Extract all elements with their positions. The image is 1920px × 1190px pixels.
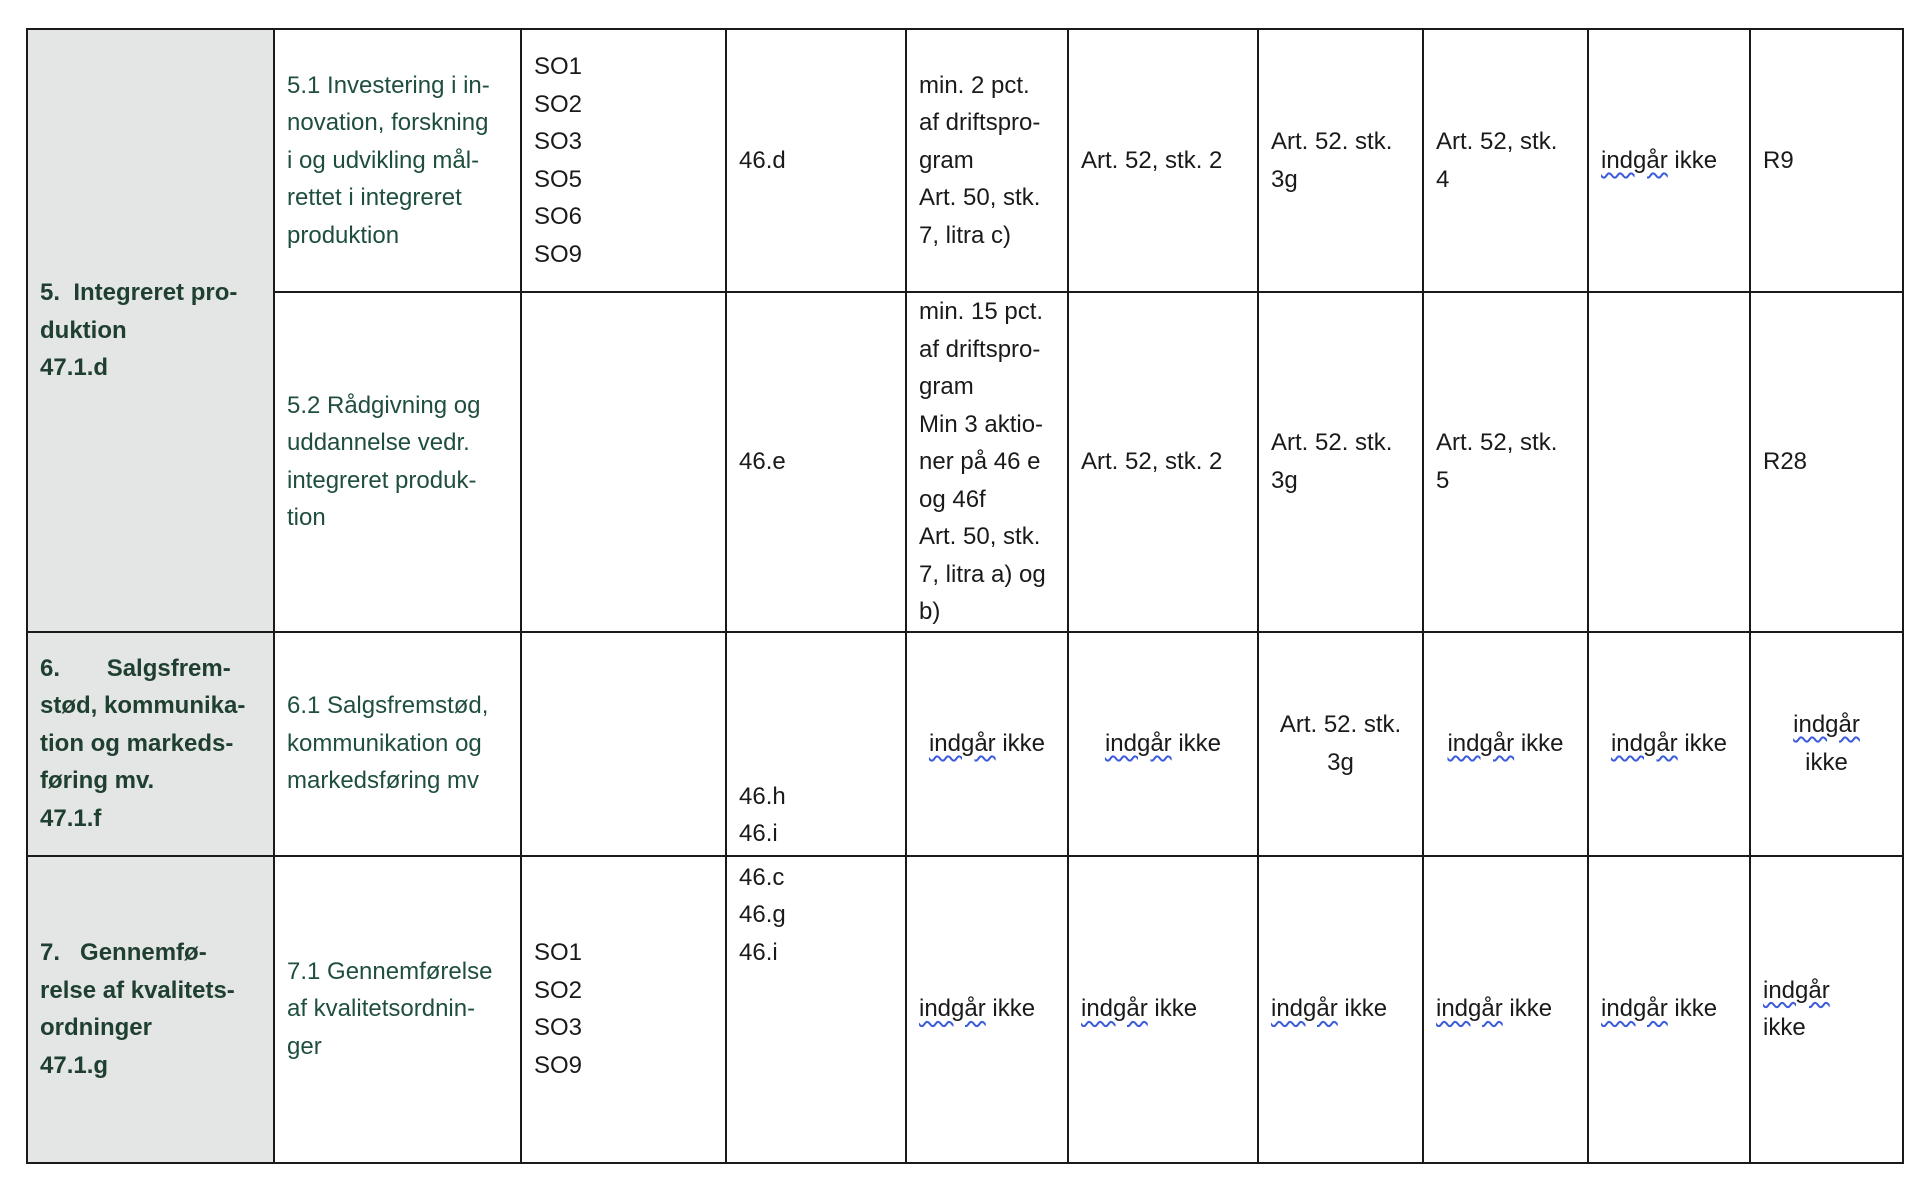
measure-6-1-line-1: 6.1 Salgsfremstød, [287,692,489,720]
so-5-1-4: SO5 [534,165,583,193]
article-46-6-1-1: 46.h [739,782,786,810]
measure-6-1-line-2: kommunikation og [287,729,482,757]
article-46-cell-5-2 [726,292,906,632]
group-6-line-4: føring mv. [40,767,155,795]
spellcheck-word: indgår [1447,729,1515,757]
measure-5-1-line-2: novation, forskning [287,109,489,137]
col7-cell-7-1 [1258,856,1423,1163]
col6-5-2-line-1: Art. 52, stk. 2 [1081,448,1223,475]
col6-cell-5-1 [1068,29,1258,292]
col10-cell-7-1 [1750,856,1903,1163]
word-ikke: ikke [1002,729,1046,757]
article-46-7-1-1: 46.c [739,863,785,891]
group-7-line-3: ordninger [40,1014,152,1041]
col6-cell-5-2 [1068,292,1258,632]
group-7-line-2: relse af kvalitets- [40,976,235,1004]
spellcheck-word: indgår [1601,146,1668,174]
col8-cell-5-2 [1423,292,1588,632]
minimum-5-2-line-9: b) [919,598,941,625]
col8-cell-6-1 [1423,632,1588,856]
col10-cell-6-1 [1750,632,1903,856]
so-5-1-2: SO2 [534,90,583,118]
minimum-cell-5-1 [906,29,1068,292]
col7-6-1-line-2: 3g [1327,748,1354,776]
spellcheck-word: indgår [919,995,986,1023]
spellcheck-word: indgår [1436,995,1503,1023]
table-row-5-2 [27,292,1903,632]
article-46-5-1-1: 46.d [739,146,786,174]
minimum-5-2-line-6: og 46f [919,485,986,513]
word-ikke: ikke [1178,729,1222,757]
minimum-5-1-line-3: gram [919,146,974,174]
measure-cell-5-2 [274,292,521,632]
measure-5-1-line-3: i og udvikling mål- [287,146,480,174]
spellcheck-word: indgår [1610,729,1678,757]
word-ikke: ikke [1344,995,1388,1023]
col8-cell-5-1 [1423,29,1588,292]
measure-cell-6-1 [274,632,521,856]
word-ikke: ikke [1805,748,1848,776]
col9-cell-6-1 [1588,632,1750,856]
minimum-5-2-line-5: ner på 46 e [919,448,1041,475]
word-ikke: ikke [1763,1014,1806,1041]
group-5-line-3: 47.1.d [40,354,109,381]
col8-cell-7-1 [1423,856,1588,1163]
group-6-line-5: 47.1.f [40,804,102,832]
article-46-6-1-2: 46.i [739,820,778,847]
article-46-7-1-3: 46.i [739,938,778,966]
minimum-5-2-line-3: gram [919,373,974,400]
col7-5-2-line-2: 3g [1271,466,1298,494]
so-7-1-2: SO2 [534,976,583,1004]
spellcheck-word: indgår [1081,995,1148,1023]
col9-cell-5-2 [1588,292,1750,632]
spellcheck-word: indgår [928,729,996,757]
so-5-1-6: SO9 [534,240,583,268]
measure-6-1-line-3: markedsføring mv [287,767,480,795]
col9-cell-7-1 [1588,856,1750,1163]
minimum-5-2-line-4: Min 3 aktio- [919,410,1044,438]
minimum-cell-5-2 [906,292,1068,632]
measure-7-1-line-3: ger [287,1032,322,1060]
measure-5-1-line-1: 5.1 Investering i in- [287,71,490,99]
measure-7-1-line-1: 7.1 Gennemførelse [287,957,493,985]
col8-5-1-line-1: Art. 52, stk. [1436,128,1558,155]
col7-5-1-line-1: Art. 52. stk. [1271,128,1393,155]
group-7-line-1: 7. Gennemfø- [40,939,207,966]
group-5-line-1: 5. Integreret pro- [40,279,238,306]
minimum-cell-6-1 [906,632,1068,856]
minimum-5-1-line-1: min. 2 pct. [919,71,1030,99]
measure-5-1-line-4: rettet i integreret [287,184,462,212]
col10-cell-5-2 [1750,292,1903,632]
table-row-6-1 [27,632,1903,856]
col7-cell-5-1 [1258,29,1423,292]
so-5-1-5: SO6 [534,203,583,230]
measure-5-2-line-1: 5.2 Rådgivning og [287,391,481,419]
group-5-line-2: duktion [40,316,127,344]
minimum-cell-7-1 [906,856,1068,1163]
article-46-cell-5-1 [726,29,906,292]
col7-cell-5-2 [1258,292,1423,632]
group-cell-7 [27,856,274,1163]
word-ikke: ikke [1509,995,1553,1023]
word-ikke: ikke [1154,995,1198,1023]
spellcheck-word: indgår [1763,976,1830,1004]
group-cell-6 [27,632,274,856]
col8-5-1-line-2: 4 [1436,165,1450,193]
minimum-5-1-line-2: af driftspro- [919,109,1041,137]
col7-5-1-line-2: 3g [1271,165,1298,193]
col7-5-2-line-1: Art. 52. stk. [1271,429,1393,457]
word-ikke: ikke [992,995,1036,1023]
minimum-5-1-line-5: 7, litra c) [919,221,1012,249]
table-row-7-1 [27,856,1903,1163]
word-ikke: ikke [1684,729,1728,757]
group-6-line-2: stød, kommunika- [40,692,246,720]
spellcheck-word: indgår [1271,995,1338,1023]
col7-6-1-line-1: Art. 52. stk. [1279,711,1402,738]
minimum-5-2-line-7: Art. 50, stk. [919,523,1041,550]
col8-5-2-line-2: 5 [1436,466,1450,494]
document-table [26,28,1904,1164]
so-cell-5-2 [521,292,726,632]
word-ikke: ikke [1674,146,1718,174]
article-46-cell-6-1 [726,632,906,856]
group-6-line-3: tion og markeds- [40,729,234,757]
minimum-5-2-line-8: 7, litra a) og [919,560,1046,588]
so-7-1-3: SO3 [534,1014,583,1041]
word-ikke: ikke [1674,995,1718,1023]
minimum-5-1-line-4: Art. 50, stk. [919,184,1041,212]
col8-5-2-line-1: Art. 52, stk. [1436,429,1558,457]
so-7-1-4: SO9 [534,1051,583,1079]
minimum-5-2-line-2: af driftspro- [919,335,1041,363]
minimum-5-2-line-1: min. 15 pct. [919,298,1044,325]
measure-5-1-line-5: produktion [287,221,400,249]
article-46-5-2-1: 46.e [739,448,786,475]
col10-5-1-line-1: R9 [1763,146,1794,174]
so-cell-5-1 [521,29,726,292]
article-46-cell-7-1 [726,856,906,1163]
word-ikke: ikke [1520,729,1564,757]
spellcheck-word: indgår [1104,729,1172,757]
so-7-1-1: SO1 [534,939,583,966]
col6-cell-6-1 [1068,632,1258,856]
measure-5-2-line-2: uddannelse vedr. [287,429,470,457]
so-5-1-3: SO3 [534,128,583,155]
col6-5-1-line-1: Art. 52, stk. 2 [1081,146,1223,174]
spellcheck-word: indgår [1793,711,1860,738]
col9-cell-5-1 [1588,29,1750,292]
table-row-5-1 [27,29,1903,292]
group-6-line-1: 6. Salgsfrem- [40,654,231,682]
measure-5-2-line-4: tion [287,504,326,532]
group-cell-5 [27,29,274,632]
spellcheck-word: indgår [1601,995,1668,1023]
group-7-line-4: 47.1.g [40,1051,109,1079]
measure-cell-5-1 [274,29,521,292]
so-cell-6-1 [521,632,726,856]
so-cell-7-1 [521,856,726,1163]
col6-cell-7-1 [1068,856,1258,1163]
so-5-1-1: SO1 [534,53,583,80]
measure-7-1-line-2: af kvalitetsordnin- [287,995,476,1023]
measure-cell-7-1 [274,856,521,1163]
measure-5-2-line-3: integreret produk- [287,466,477,494]
article-46-7-1-2: 46.g [739,901,786,928]
col7-cell-6-1 [1258,632,1423,856]
col10-cell-5-1 [1750,29,1903,292]
col10-5-2-line-1: R28 [1763,448,1808,475]
